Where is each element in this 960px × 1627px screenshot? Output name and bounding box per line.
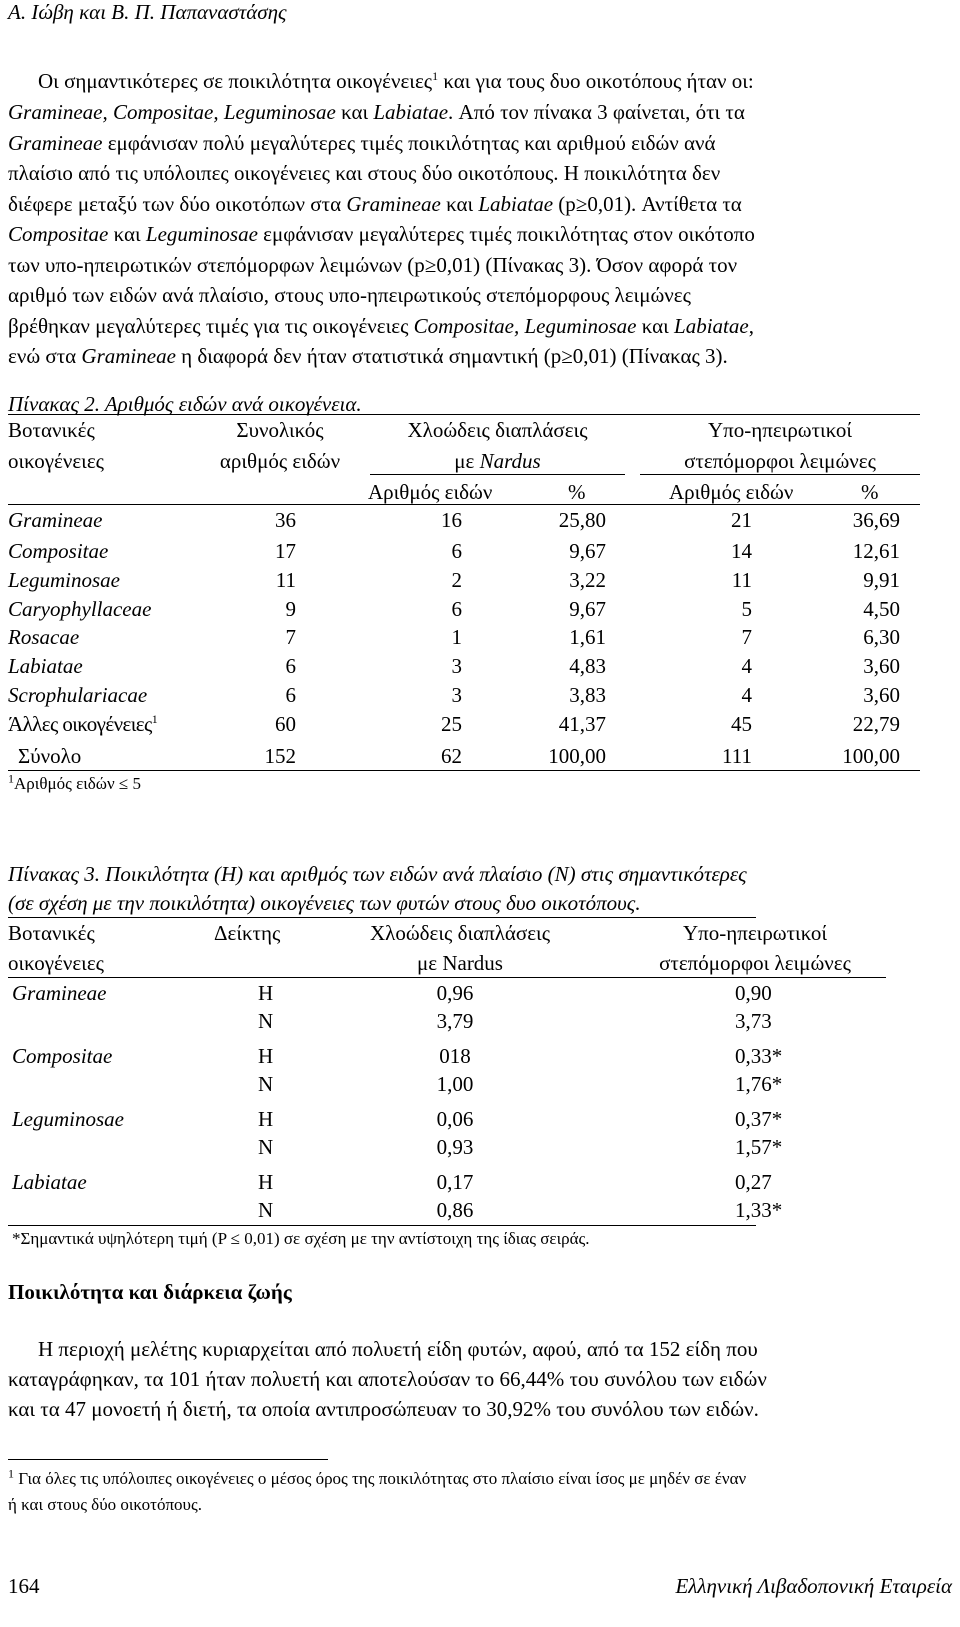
cell-index: N: [258, 1072, 274, 1096]
intro-line-5: διέφερε μεταξύ των δύο οικοτόπων στα Gramineae και Labiatae (p≥0,01). Αντίθετα τα: [8, 192, 742, 216]
cell-nardus-value: 0,93: [436, 1135, 474, 1159]
table-3-top-rule: [8, 917, 756, 918]
cell-nardus-value: 0,86: [436, 1198, 474, 1222]
cell-total: 6: [285, 683, 296, 707]
cell-family: Σύνολο: [18, 744, 82, 768]
section-line-3: και τα 47 μονοετή ή διετή, τα οποία αντιπροσώπευαν το 30,92% του συνόλου των ειδών.: [8, 1397, 759, 1421]
cell-family: Leguminosae: [8, 568, 120, 592]
footnote-rule: [8, 1459, 328, 1460]
cell-steppe-count: 7: [741, 625, 752, 649]
cell-family: Scrophulariacae: [8, 683, 148, 707]
intro-line-7: των υπο-ηπειρωτικών στεπόμορφων λειμώνων (p≥0,01) (Πίνακας 3). Όσον αφορά τον: [8, 253, 738, 277]
cell-nardus-pct: 4,83: [569, 654, 606, 678]
t3-header-nardus: Χλοώδεις διαπλάσεις: [369, 921, 551, 945]
cell-steppe-pct: 3,60: [863, 683, 900, 707]
cell-total: 60: [275, 712, 296, 736]
t3-header-steppe: Υπο-ηπειρωτικοί: [683, 921, 827, 945]
cell-index: N: [258, 1135, 274, 1159]
footnote: $^1$ Για όλες τις υπόλοιπες οικογένειες ο μέσος όρος της ποικιλότητας στο πλαίσιο είναι ίσος με μηδέν σε έναν ή και στους δύο οικοτόπους.: [8, 1466, 747, 1514]
cell-steppe-pct: 12,61: [852, 539, 900, 563]
section-heading: Ποικιλότητα και διάρκεια ζωής: [8, 1280, 292, 1304]
cell-nardus-pct: 41,37: [558, 712, 606, 736]
cell-family: Labiatae: [8, 654, 83, 678]
cell-nardus-pct: 3,22: [569, 568, 606, 592]
cell-family: Leguminosae: [12, 1107, 124, 1131]
cell-nardus-pct: 25,80: [558, 508, 606, 532]
cell-nardus-count: 25: [441, 712, 462, 736]
column-header-steppe-2: στεπόμορφοι λειμώνες: [684, 449, 876, 473]
cell-total: 11: [275, 568, 296, 592]
cell-steppe-pct: 36,69: [852, 508, 900, 532]
cell-steppe-value: 1,76*: [735, 1072, 783, 1096]
cell-family: Άλλες οικογένειες$^1$: [8, 712, 158, 736]
cell-steppe-pct: 100,00: [842, 744, 900, 768]
column-header-family: Βοτανικές: [8, 418, 95, 442]
cell-steppe-count: 45: [731, 712, 752, 736]
cell-nardus-value: 0,96: [436, 981, 474, 1005]
running-header: Α. Ιώβη και Β. Π. Παπαναστάσης: [8, 0, 287, 24]
cell-index: H: [258, 1044, 274, 1068]
cell-total: 9: [285, 597, 296, 621]
subheader-steppe-pct: %: [861, 480, 879, 504]
subheader-nardus-count: Αριθμός ειδών: [368, 480, 493, 504]
table-3-caption-line-2: (σε σχέση με την ποικιλότητα) οικογένειες των φυτών στους δυο οικοτόπους.: [8, 891, 641, 915]
cell-nardus-value: 3,79: [436, 1009, 474, 1033]
footer-society: Ελληνική Λιβαδοπονική Εταιρεία: [675, 1574, 952, 1598]
cell-steppe-count: 5: [741, 597, 752, 621]
cell-steppe-pct: 9,91: [863, 568, 900, 592]
column-header-total: Συνολικός: [236, 418, 324, 442]
cell-nardus-value: 1,00: [436, 1072, 474, 1096]
section-line-1: Η περιοχή μελέτης κυριαρχείται από πολυετή είδη φυτών, αφού, από τα 152 είδη που: [38, 1337, 758, 1361]
intro-line-1: Οι σημαντικότερες σε ποικιλότητα οικογένειες$^1$ και για τους δυο οικοτόπους ήταν οι:: [38, 69, 754, 93]
steppe-group-rule: [640, 474, 920, 475]
cell-steppe-count: 4: [741, 654, 752, 678]
cell-steppe-pct: 22,79: [852, 712, 900, 736]
header-bottom-rule: [8, 504, 920, 505]
cell-family: Caryophyllaceae: [8, 597, 152, 621]
cell-nardus-count: 2: [451, 568, 462, 592]
cell-steppe-value: 0,33*: [735, 1044, 783, 1068]
subheader-steppe-count: Αριθμός ειδών: [669, 480, 794, 504]
cell-index: H: [258, 1107, 274, 1131]
cell-family: Compositae: [12, 1044, 113, 1068]
cell-nardus-value: 0,06: [436, 1107, 474, 1131]
cell-steppe-value: 0,37*: [735, 1107, 783, 1131]
cell-steppe-count: 111: [722, 744, 752, 768]
cell-steppe-pct: 4,50: [863, 597, 900, 621]
cell-nardus-count: 6: [451, 539, 462, 563]
intro-line-9: βρέθηκαν μεγαλύτερες τιμές για τις οικογένειες Compositae, Leguminosae και Labiatae,: [8, 314, 754, 338]
cell-steppe-value: 0,90: [735, 981, 772, 1005]
table-3-caption-line-1: Πίνακας 3. Ποικιλότητα (H) και αριθμός των ειδών ανά πλαίσιο (N) στις σημαντικότερες: [8, 862, 747, 886]
t3-header-nardus-2: με Nardus: [417, 951, 503, 975]
cell-steppe-count: 11: [731, 568, 752, 592]
t3-header-family-2: οικογένειες: [8, 951, 104, 975]
cell-steppe-value: 1,33*: [735, 1198, 783, 1222]
cell-family: Rosacae: [8, 625, 80, 649]
cell-steppe-pct: 3,60: [863, 654, 900, 678]
cell-nardus-count: 1: [451, 625, 462, 649]
cell-nardus-pct: 100,00: [548, 744, 606, 768]
cell-nardus-pct: 1,61: [569, 625, 606, 649]
cell-total: 152: [264, 744, 296, 768]
intro-line-8: αριθμό των ειδών ανά πλαίσιο, στους υπο-ηπειρωτικούς στεπόμορφους λειμώνες: [8, 283, 691, 307]
cell-index: N: [258, 1198, 274, 1222]
column-header-total-2: αριθμός ειδών: [219, 449, 341, 473]
cell-total: 36: [275, 508, 296, 532]
column-header-nardus: Χλοώδεις διαπλάσεις: [407, 418, 588, 442]
t3-header-index: Δείκτης: [214, 921, 281, 945]
subheader-nardus-pct: %: [568, 480, 586, 504]
cell-nardus-count: 16: [441, 508, 462, 532]
table-top-rule: [8, 414, 920, 415]
table-2-caption: Πίνακας 2. Αριθμός ειδών ανά οικογένεια.: [8, 392, 362, 416]
section-line-2: καταγράφηκαν, τα 101 ήταν πολυετή και αποτελούσαν το 66,44% του συνόλου των ειδών: [8, 1367, 767, 1391]
t3-header-rule: [8, 977, 886, 978]
column-header-family-2: οικογένειες: [8, 449, 104, 473]
cell-family: Labiatae: [12, 1170, 87, 1194]
intro-line-6: Compositae και Leguminosae εμφάνισαν μεγαλύτερες τιμές ποικιλότητας στον οικότοπο: [8, 222, 755, 246]
cell-nardus-value: 018: [439, 1044, 471, 1068]
cell-family: Compositae: [8, 539, 109, 563]
cell-nardus-count: 62: [441, 744, 462, 768]
cell-steppe-count: 14: [731, 539, 752, 563]
t3-bottom-rule: [8, 1225, 756, 1226]
t3-header-family: Βοτανικές: [8, 921, 95, 945]
cell-nardus-value: 0,17: [436, 1170, 474, 1194]
t3-header-steppe-2: στεπόμορφοι λειμώνες: [659, 951, 851, 975]
cell-nardus-count: 6: [451, 597, 462, 621]
intro-line-4: πλαίσιο από τις υπόλοιπες οικογένειες και στους δύο οικοτόπους. Η ποικιλότητα δεν: [8, 161, 721, 185]
cell-steppe-value: 3,73: [735, 1009, 772, 1033]
cell-family: Gramineae: [12, 981, 107, 1005]
cell-steppe-count: 4: [741, 683, 752, 707]
cell-index: N: [258, 1009, 274, 1033]
table-bottom-rule: [8, 770, 920, 771]
cell-steppe-value: 1,57*: [735, 1135, 783, 1159]
page-number: 164: [8, 1574, 40, 1598]
intro-line-10: ενώ στα Gramineae η διαφορά δεν ήταν στατιστικά σημαντική (p≥0,01) (Πίνακας 3).: [8, 344, 728, 368]
cell-total: 7: [285, 625, 296, 649]
cell-index: H: [258, 1170, 274, 1194]
cell-nardus-pct: 9,67: [569, 539, 606, 563]
intro-line-3: Gramineae εμφάνισαν πολύ μεγαλύτερες τιμές ποικιλότητας και αριθμού ειδών ανά: [8, 131, 716, 155]
nardus-group-rule: [370, 474, 625, 475]
table-2-note: $^1$Αριθμός ειδών ≤ 5: [8, 771, 142, 793]
cell-index: H: [258, 981, 274, 1005]
cell-steppe-pct: 6,30: [863, 625, 900, 649]
cell-nardus-pct: 3,83: [569, 683, 606, 707]
column-header-nardus-2: με Nardus: [454, 449, 541, 473]
table-3-note: *Σημαντικά υψηλότερη τιμή (P ≤ 0,01) σε σχέση με την αντίστοιχη της ίδιας σειράς.: [12, 1229, 590, 1248]
column-header-steppe: Υπο-ηπειρωτικοί: [708, 418, 852, 442]
cell-nardus-count: 3: [451, 654, 462, 678]
cell-total: 6: [285, 654, 296, 678]
cell-total: 17: [275, 539, 296, 563]
cell-nardus-count: 3: [451, 683, 462, 707]
cell-nardus-pct: 9,67: [569, 597, 606, 621]
intro-line-2: Gramineae, Compositae, Leguminosae και Labiatae. Από τον πίνακα 3 φαίνεται, ότι τα: [8, 100, 745, 124]
cell-steppe-value: 0,27: [735, 1170, 772, 1194]
cell-family: Gramineae: [8, 508, 103, 532]
cell-steppe-count: 21: [731, 508, 752, 532]
